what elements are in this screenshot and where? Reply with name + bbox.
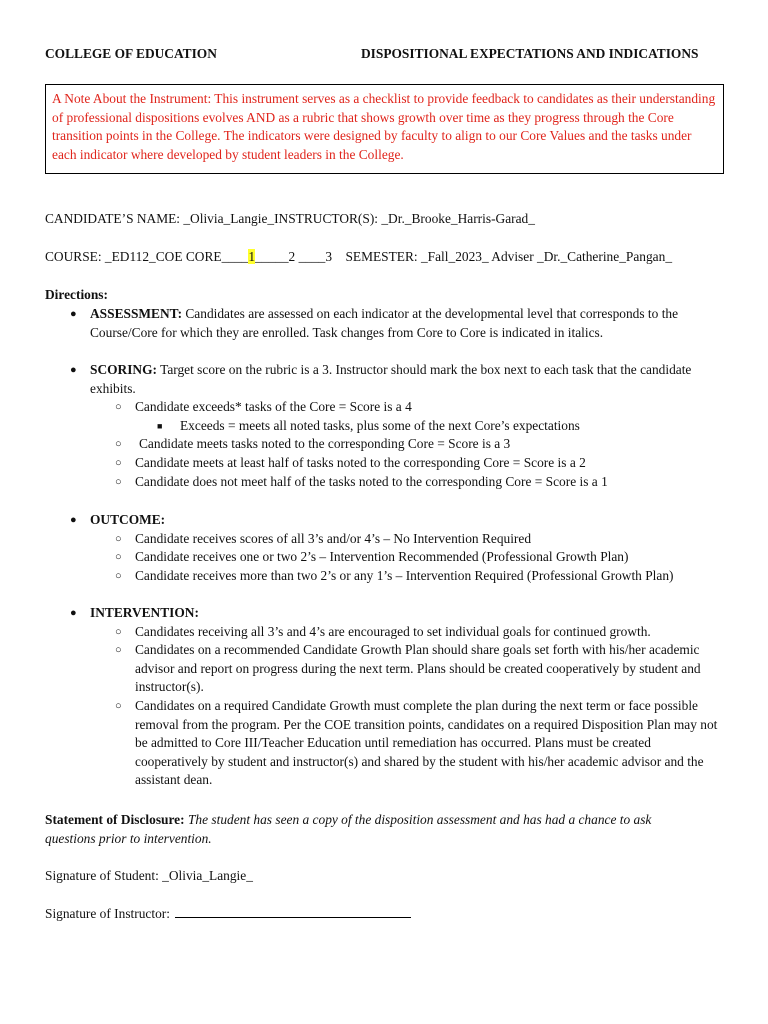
- scoring-subitem: [90, 435, 725, 454]
- scoring-item-text: Candidate does not meet half of the tasks noted to the corresponding Core = Score is a 1: [135, 473, 608, 489]
- circle-bullet-icon: ○: [115, 401, 122, 414]
- scoring-text: Target score on the rubric is a 3. Instructor should mark the box next to each task that the candidate exhibits.: [90, 362, 692, 396]
- bullet-icon: ●: [70, 607, 77, 619]
- scoring-item: [45, 361, 725, 491]
- intervention-item: [45, 604, 725, 790]
- course-prefix: COURSE: _ED112_COE CORE____: [45, 249, 249, 264]
- circle-bullet-icon: ○: [115, 475, 122, 488]
- circle-bullet-icon: ○: [115, 699, 122, 712]
- college-title: COLLEGE OF EDUCATION: [45, 46, 217, 61]
- instrument-note: A Note About the Instrument: This instrument serves as a checklist to provide feedback to candidates as their understanding of professional dispositions evolves AND as a rubric that shows growth over time as they progress through the Core transition points in the College. The indicators were designed by faculty to align to our Core Values and the tasks under each indicator where developed by student leaders in the College.: [45, 84, 724, 174]
- scoring-subitem: [90, 473, 725, 492]
- scoring-subitem: [90, 454, 725, 473]
- outcome-subitem: [90, 530, 725, 549]
- circle-bullet-icon: ○: [115, 644, 122, 657]
- scoring-item-text: Candidate meets at least half of tasks noted to the corresponding Core = Score is a 2: [135, 454, 586, 470]
- intervention-subitem: [90, 697, 725, 790]
- intervention-item-text: Candidates on a recommended Candidate Growth Plan should share goals set forth with his/her academic advisor and report on progress during the next term. Plans should be created cooperatively by student and instructor(s).: [135, 642, 701, 695]
- outcome-label: OUTCOME:: [90, 512, 166, 527]
- assessment-text: Candidates are assessed on each indicator at the developmental level that corresponds to the Course/Core for which they are enrolled. Task changes from Core to Core is indicated in italics.: [90, 306, 679, 340]
- instructor-signature-label: Signature of Instructor:: [45, 906, 174, 921]
- scoring-item-text: Candidate exceeds* tasks of the Core = Score is a 4: [135, 399, 412, 415]
- candidate-line: CANDIDATE’S NAME: _Olivia_Langie_INSTRUCTOR(S): _Dr._Brooke_Harris-Garad_: [45, 211, 535, 226]
- instructor-signature-field[interactable]: [175, 907, 411, 918]
- intervention-subitem: [90, 623, 725, 642]
- disclosure-statement: [45, 811, 685, 848]
- course-highlight: 1: [248, 249, 256, 264]
- circle-bullet-icon: ○: [115, 625, 122, 638]
- intervention-item-text: Candidates on a required Candidate Growth must complete the plan during the next term or face possible removal from the program. Per the COE transition points, candidates on a required Disposition Plan may not be admitted to Core III/Teacher Education until remediation has occurred. Plans must be created cooperatively by student and instructor(s) and shared by the student with his/her academic advisor and the assistant dean.: [135, 697, 718, 788]
- assessment-item: [45, 305, 725, 342]
- form-title: DISPOSITIONAL EXPECTATIONS AND INDICATIONS: [361, 46, 699, 61]
- circle-bullet-icon: ○: [115, 569, 122, 582]
- assessment-label: ASSESSMENT:: [90, 306, 183, 321]
- directions-label: Directions:: [45, 287, 108, 302]
- intervention-subitem: [90, 641, 725, 697]
- scoring-subitem-text: Exceeds = meets all noted tasks, plus some of the next Core’s expectations: [180, 417, 580, 433]
- circle-bullet-icon: ○: [115, 438, 122, 451]
- circle-bullet-icon: ○: [115, 532, 122, 545]
- circle-bullet-icon: ○: [115, 551, 122, 564]
- scoring-subitem: [90, 398, 725, 417]
- scoring-subsubitem: [135, 417, 725, 436]
- course-suffix: _____2 ____3 SEMESTER: _Fall_2023_ Adviser _Dr._Catherine_Pangan_: [255, 249, 673, 264]
- scoring-item-text: Candidate meets tasks noted to the corresponding Core = Score is a 3: [139, 436, 511, 452]
- scoring-label: SCORING:: [90, 362, 157, 377]
- outcome-item: [45, 511, 725, 585]
- bullet-icon: ●: [70, 308, 77, 320]
- circle-bullet-icon: ○: [115, 456, 122, 469]
- disclosure-label: Statement of Disclosure:: [45, 812, 185, 827]
- instructor-signature: [45, 905, 411, 924]
- intervention-label: INTERVENTION:: [90, 605, 199, 620]
- outcome-subitem: [90, 548, 725, 567]
- outcome-item-text: Candidate receives one or two 2’s – Intervention Recommended (Professional Growth Plan): [135, 549, 629, 565]
- outcome-item-text: Candidate receives scores of all 3’s and/or 4’s – No Intervention Required: [135, 530, 532, 546]
- intervention-item-text: Candidates receiving all 3’s and 4’s are encouraged to set individual goals for continued growth.: [135, 623, 651, 639]
- disclosure-text: The student has seen a copy of the disposition assessment and has had a chance to ask questions prior to intervention.: [45, 812, 652, 846]
- course-line: [45, 248, 672, 267]
- student-signature: Signature of Student: _Olivia_Langie_: [45, 868, 253, 883]
- outcome-subitem: [90, 567, 725, 586]
- bullet-icon: ●: [70, 514, 77, 526]
- square-bullet-icon: ■: [157, 420, 163, 431]
- outcome-item-text: Candidate receives more than two 2’s or any 1’s – Intervention Required (Professional Growth Plan): [135, 567, 674, 583]
- bullet-icon: ●: [70, 364, 77, 376]
